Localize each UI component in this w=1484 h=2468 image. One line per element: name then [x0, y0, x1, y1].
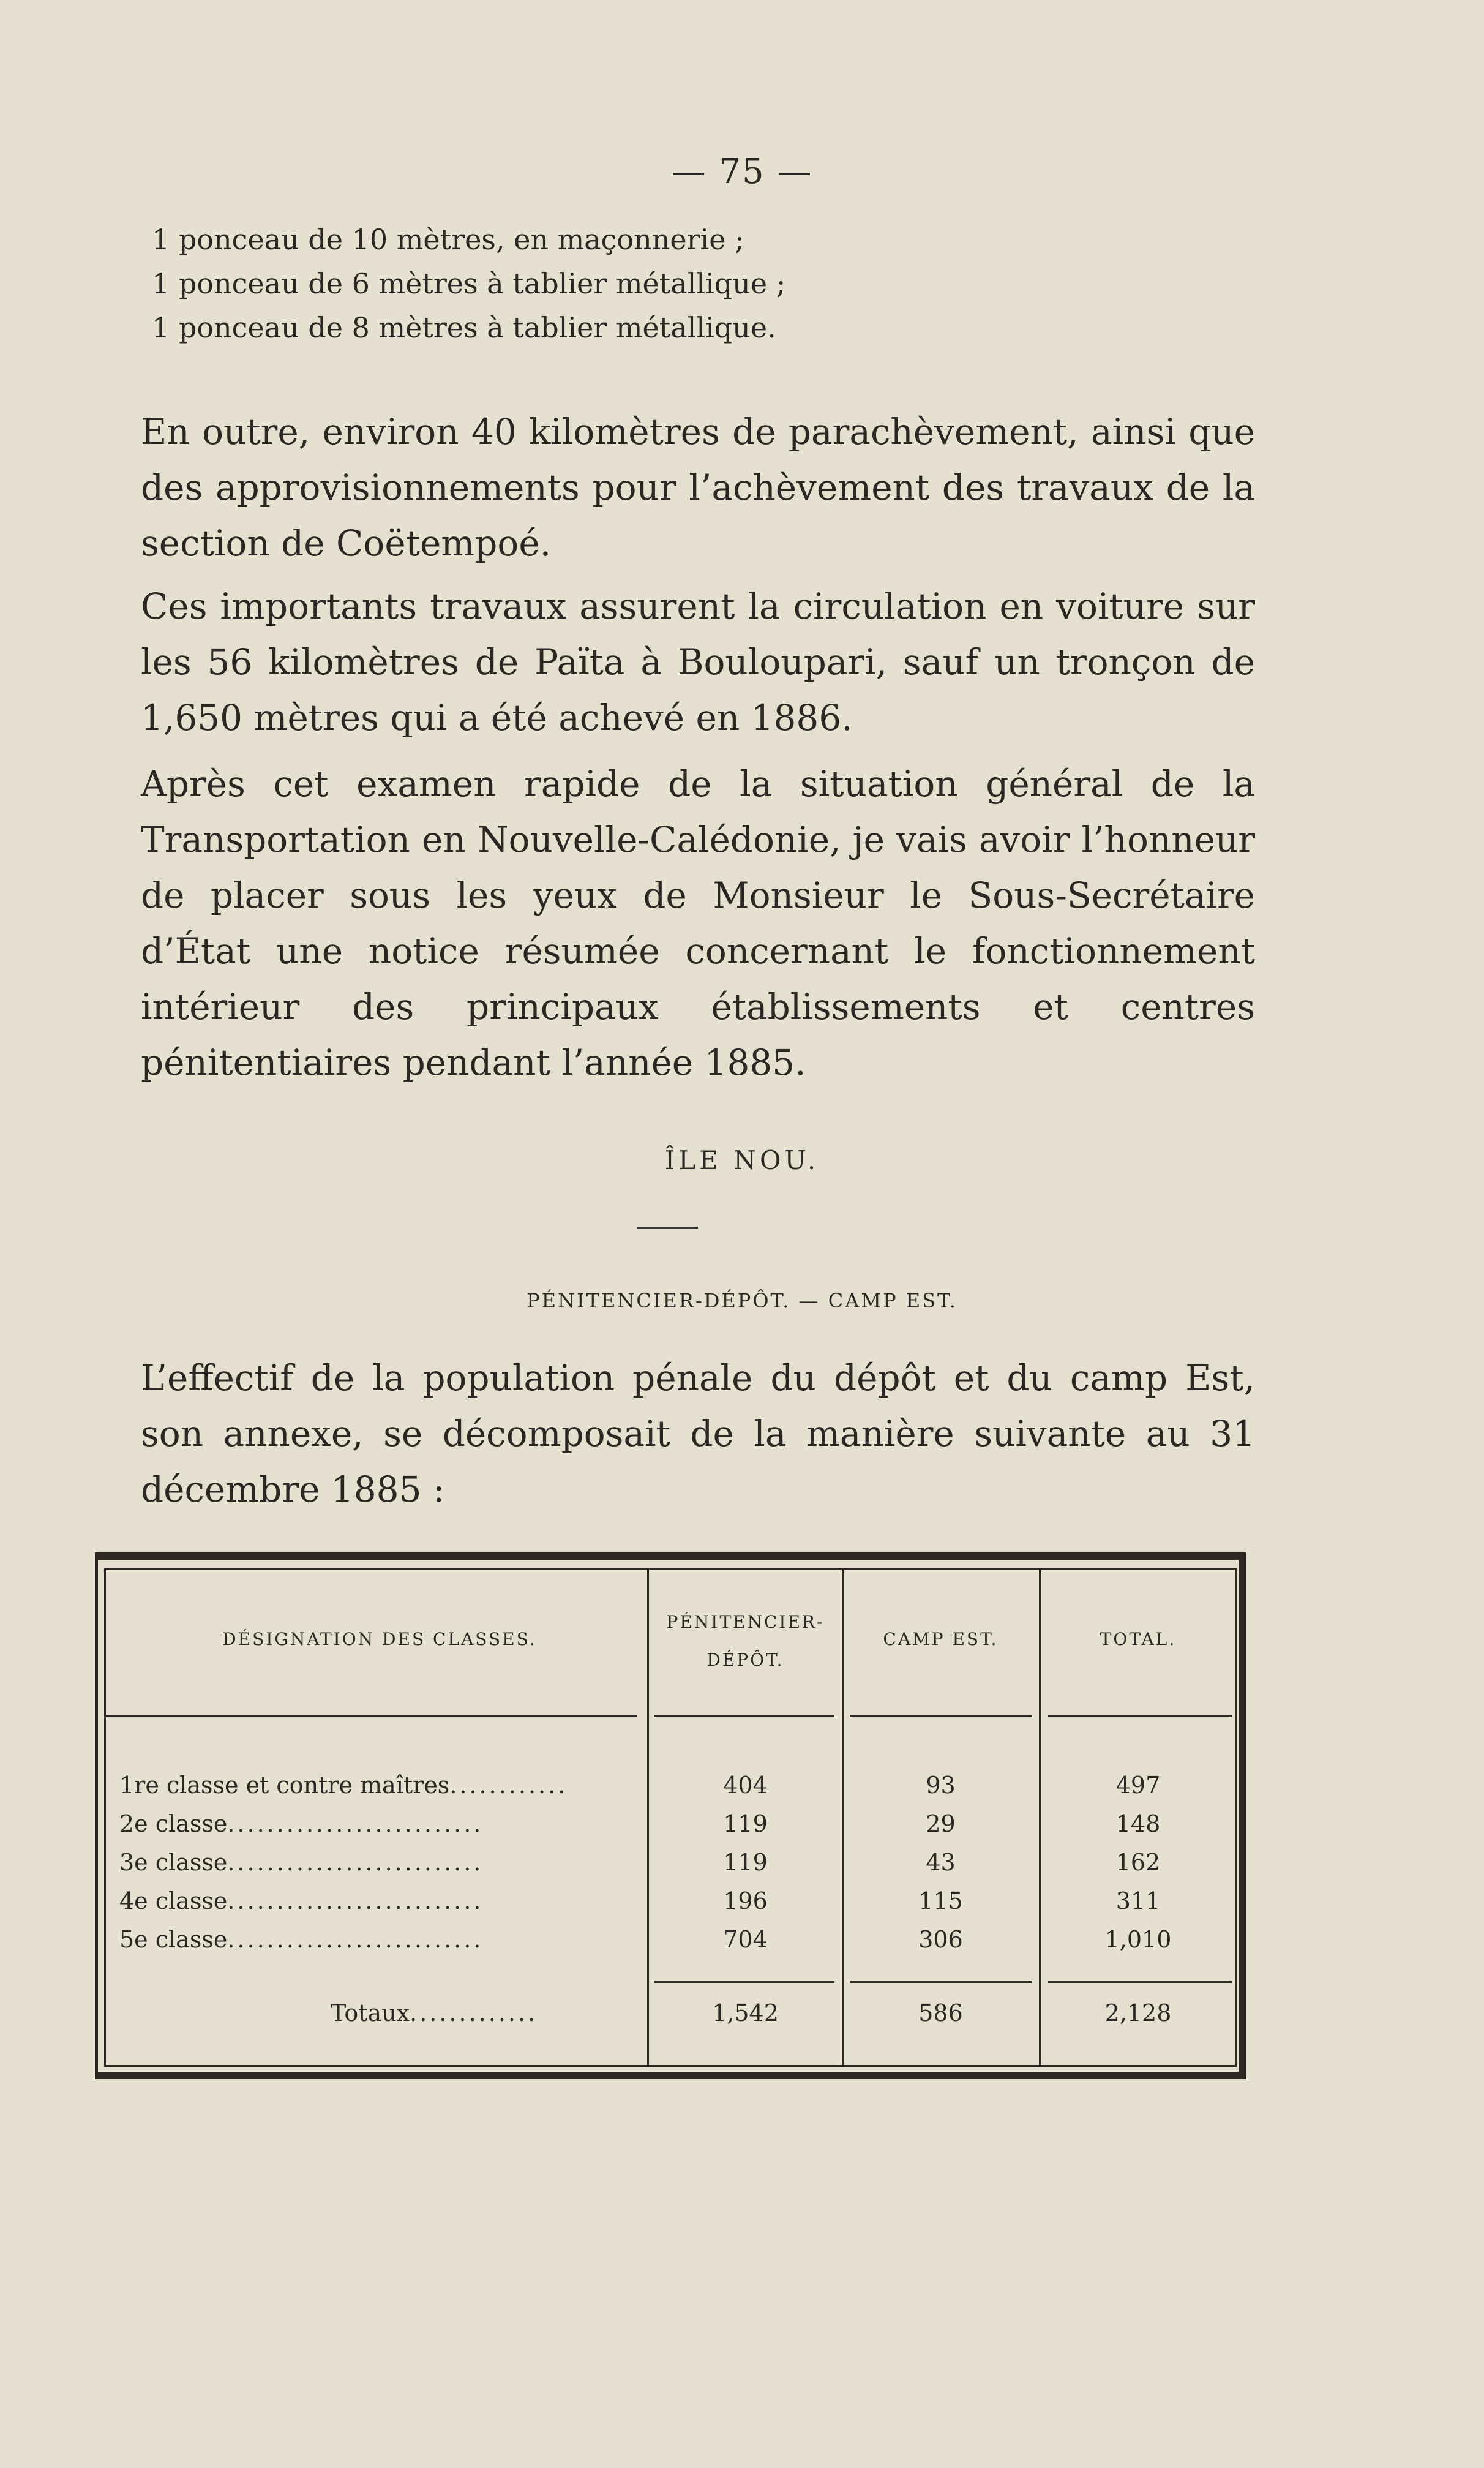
total-camp: 586	[918, 2000, 963, 2026]
totals-label-text: Totaux	[331, 2000, 410, 2026]
row-label-text: 1re classe et contre maîtres	[119, 1772, 450, 1799]
paragraph-text: Ces importants travaux assurent la circulation en voiture sur les 56 kilomètres de Païta à Bouloupari, sauf un tronçon de 1,650 mètres qui a été achevé en 1886.	[141, 585, 1255, 739]
subsection-title: PÉNITENCIER-DÉPÔT. — CAMP EST.	[527, 1289, 957, 1312]
row-label-text: 2e classe	[119, 1810, 228, 1837]
row-leader-dots: ..........................	[227, 1849, 484, 1876]
row-leader-dots: ..........................	[227, 1926, 484, 1953]
cell-penitencier: 196	[723, 1887, 768, 1914]
cell-penitencier: 704	[723, 1926, 768, 1953]
paragraph	[141, 404, 1255, 571]
row-leader-dots: ..........................	[227, 1810, 484, 1837]
row-label	[119, 1772, 634, 1799]
cell-penitencier: 119	[723, 1810, 768, 1837]
cell-total: 148	[1115, 1810, 1161, 1837]
row-label	[119, 1849, 634, 1876]
cell-penitencier: 119	[723, 1849, 768, 1876]
cell-total: 497	[1115, 1772, 1161, 1799]
column-header-designation: DÉSIGNATION DES CLASSES.	[222, 1629, 537, 1649]
column-header-penitencier	[649, 1603, 842, 1679]
header-rule	[654, 1715, 834, 1717]
sum-rule	[1048, 1981, 1232, 1983]
list-item: 1 ponceau de 8 mètres à tablier métallique.	[152, 311, 776, 344]
row-label-text: 4e classe	[119, 1887, 228, 1914]
column-header-camp: CAMP EST.	[883, 1629, 999, 1649]
cell-penitencier: 404	[723, 1772, 768, 1799]
row-leader-dots: ..........................	[227, 1887, 484, 1914]
cell-camp: 43	[926, 1849, 956, 1876]
sum-rule	[654, 1981, 834, 1983]
list-item: 1 ponceau de 6 mètres à tablier métallique ;	[152, 267, 786, 300]
cell-camp: 93	[926, 1772, 956, 1799]
column-header-line: DÉPÔT.	[706, 1650, 784, 1670]
cell-camp: 115	[918, 1887, 963, 1914]
row-label	[119, 1887, 634, 1914]
header-rule	[1048, 1715, 1232, 1717]
cell-total: 1,010	[1104, 1926, 1172, 1953]
cell-camp: 306	[918, 1926, 963, 1953]
header-rule	[104, 1715, 637, 1717]
cell-total: 162	[1115, 1849, 1161, 1876]
ponceau-list	[152, 217, 1254, 350]
row-label-text: 3e classe	[119, 1849, 228, 1876]
row-leader-dots: ............	[449, 1772, 568, 1799]
column-header-line: PÉNITENCIER-	[666, 1612, 825, 1632]
totals-label	[331, 2000, 538, 2026]
paragraph	[141, 756, 1255, 1091]
header-rule	[850, 1715, 1032, 1717]
total-penitencier: 1,542	[712, 2000, 779, 2026]
paragraph-text: En outre, environ 40 kilomètres de parachèvement, ainsi que des approvisionnements pour l’achèvement des travaux de la section de Coëtempoé.	[141, 411, 1255, 564]
paragraph-text: Après cet examen rapide de la situation général de la Transportation en Nouvelle-Calédonie, je vais avoir l’honneur de placer sous les yeux de Monsieur le Sous-Secrétaire d’État une notice résumée concernant le fonctionnement intérieur des principaux établissements et centres pénitentiaires pendant l’année 1885.	[141, 763, 1255, 1083]
paragraph	[141, 1350, 1255, 1518]
section-title: ÎLE NOU.	[664, 1145, 820, 1175]
cell-camp: 29	[926, 1810, 956, 1837]
paragraph	[141, 579, 1255, 746]
row-label	[119, 1810, 634, 1837]
row-label-text: 5e classe	[119, 1926, 228, 1953]
totals-leader-dots: .............	[410, 2000, 538, 2026]
cell-total: 311	[1115, 1887, 1161, 1914]
paragraph-text: L’effectif de la population pénale du dépôt et du camp Est, son annexe, se décomposait de la manière suivante au 31 décembre 1885 :	[141, 1357, 1255, 1510]
column-header-total: TOTAL.	[1100, 1629, 1177, 1649]
section-divider	[637, 1227, 698, 1229]
total-total: 2,128	[1104, 2000, 1172, 2026]
row-label	[119, 1926, 634, 1953]
list-item: 1 ponceau de 10 mètres, en maçonnerie ;	[152, 223, 744, 256]
sum-rule	[850, 1981, 1032, 1983]
page-number: — 75 —	[671, 152, 813, 192]
